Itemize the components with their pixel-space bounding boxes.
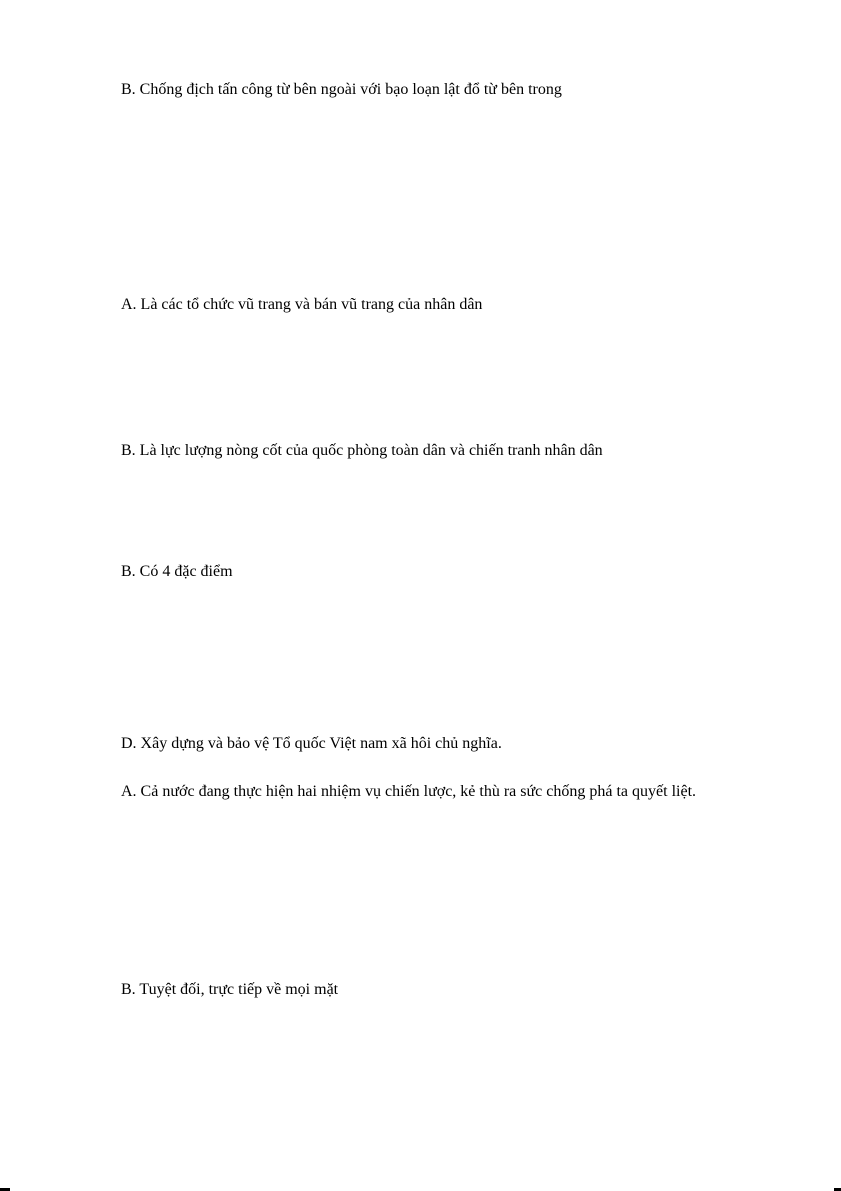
answer-line-7: B. Tuyệt đối, trực tiếp về mọi mặt — [121, 981, 339, 998]
answer-line-6: A. Cả nước đang thực hiện hai nhiệm vụ chiến lược, kẻ thù ra sức chống phá ta quyết liệt. — [121, 783, 697, 800]
answer-line-4: B. Có 4 đặc điểm — [121, 563, 233, 580]
answer-line-3: B. Là lực lượng nòng cốt của quốc phòng toàn dân và chiến tranh nhân dân — [121, 442, 603, 459]
answer-line-5: D. Xây dựng và bảo vệ Tổ quốc Việt nam xã hôi chủ nghĩa. — [121, 735, 502, 752]
answer-line-1: B. Chống địch tấn công từ bên ngoài với bạo loạn lật đổ từ bên trong — [121, 81, 562, 98]
answer-line-2: A. Là các tổ chức vũ trang và bán vũ trang của nhân dân — [121, 296, 483, 313]
